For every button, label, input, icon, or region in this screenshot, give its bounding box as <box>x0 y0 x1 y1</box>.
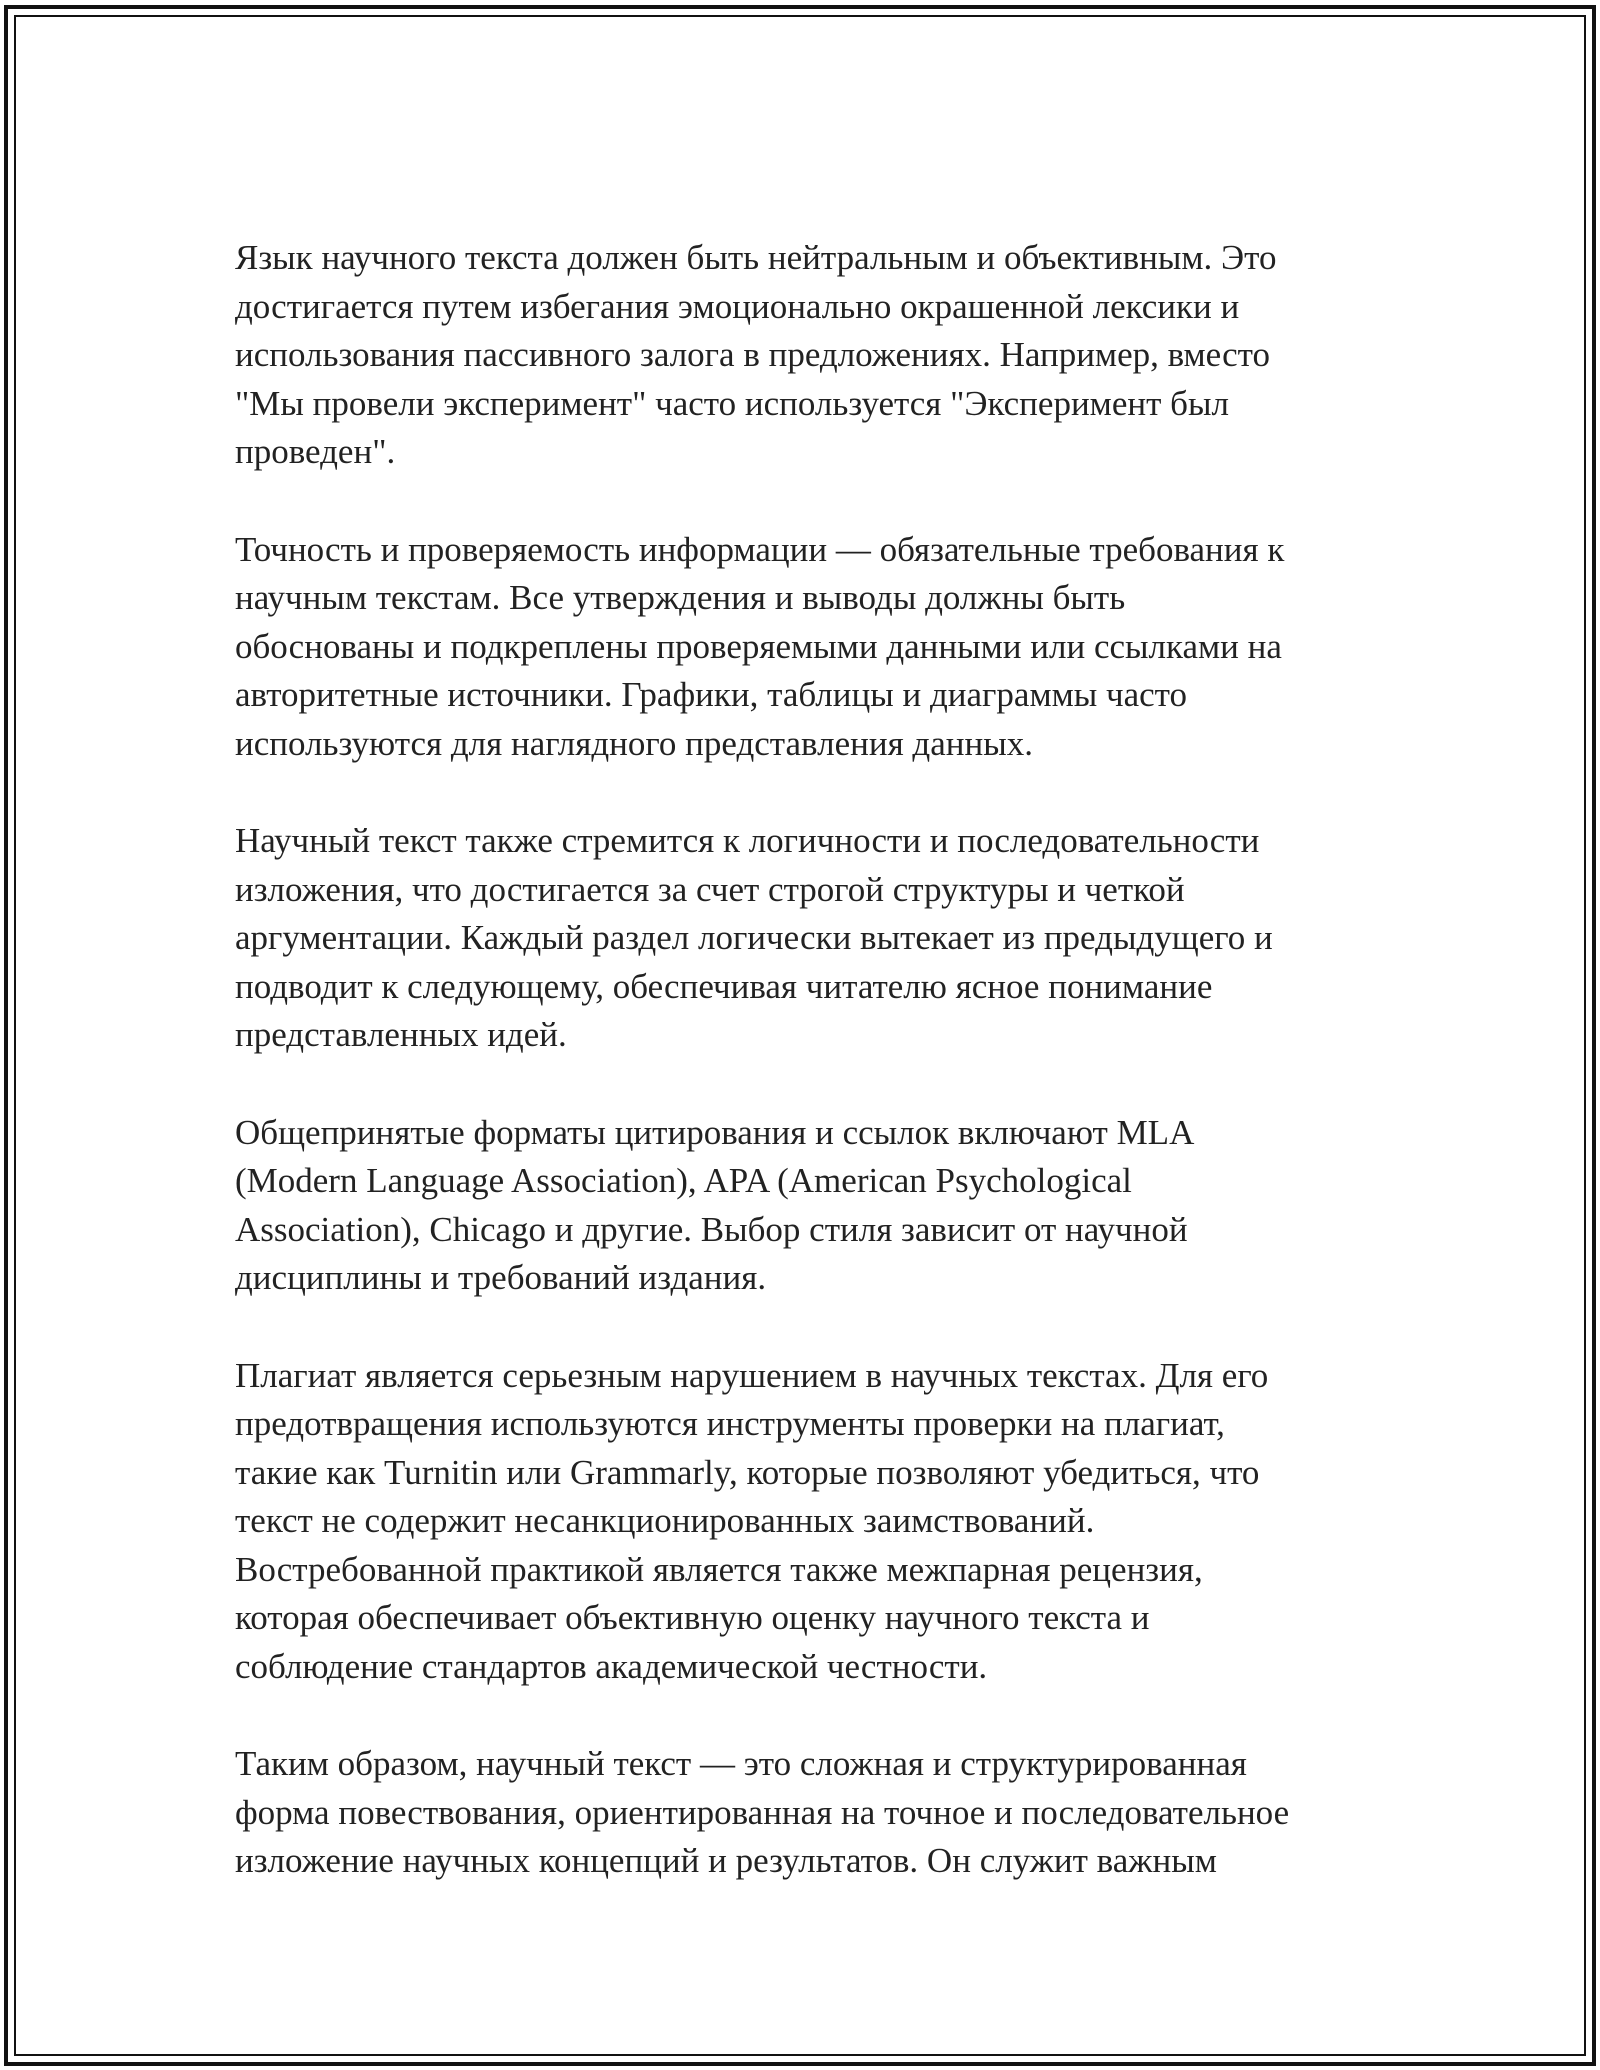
paragraph-neutral-language: Язык научного текста должен быть нейтральным и объективным. Это достигается путем избегания эмоционально окрашенной лексики и использования пассивного залога в предложениях. Например, вместо "Мы провели эксперимент" часто используется "Эксперимент был проведен". <box>235 238 1277 471</box>
document-body <box>235 234 1365 1935</box>
paragraph-accuracy: Точность и проверяемость информации — обязательные требования к научным текстам. Все утверждения и выводы должны быть обоснованы и подкреплены проверяемыми данными или ссылками на авторитетные источники. Графики, таблицы и диаграммы часто используются для наглядного представления данных. <box>235 529 1285 763</box>
paragraph-conclusion: Таким образом, научный текст — это сложная и структурированная форма повествования, ориентированная на точное и последовательное изложение научных концепций и результатов. Он служит важным <box>235 1744 1290 1880</box>
paragraph-citation-formats: Общепринятые форматы цитирования и ссылок включают MLA (Modern Language Association), APA (American Psychological Association), Chicago и другие. Выбор стиля зависит от научной дисциплины и требований издания. <box>235 1112 1195 1297</box>
paragraph-plagiarism: Плагиат является серьезным нарушением в научных текстах. Для его предотвращения используются инструменты проверки на плагиат, такие как Turnitin или Grammarly, которые позволяют убедиться, что текст не содержит несанкционированных заимствований. Востребованной практикой является также межпарная рецензия, которая обеспечивает объективную оценку научного текста и соблюдение стандартов академической честности. <box>235 1355 1269 1686</box>
paragraph-logic: Научный текст также стремится к логичности и последовательности изложения, что достигается за счет строгой структуры и четкой аргументации. Каждый раздел логически вытекает из предыдущего и подводит к следующему, обеспечивая читателю ясное понимание представленных идей. <box>235 821 1273 1054</box>
